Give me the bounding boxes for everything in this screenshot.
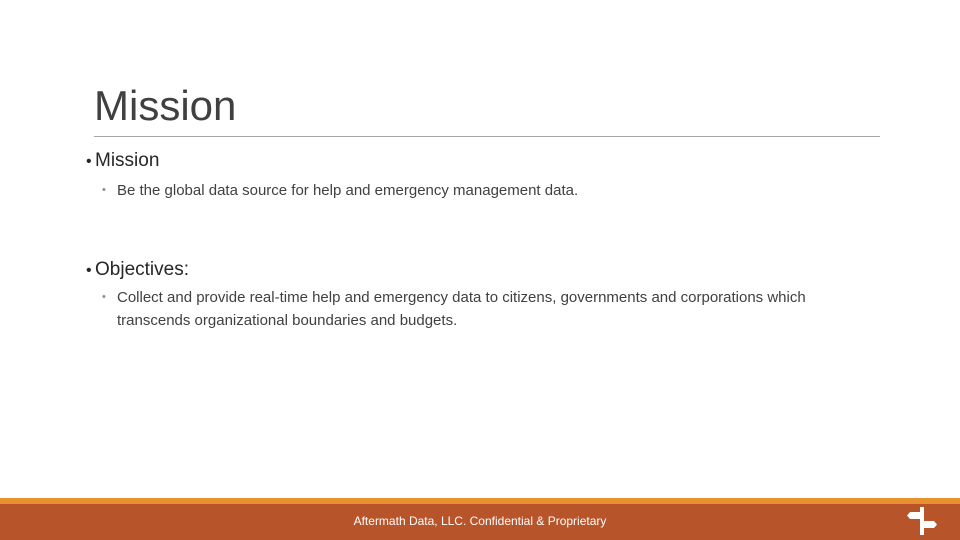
bullet-mission [86,149,159,174]
bullet-objectives-detail-text: Collect and provide real-time help and emergency data to citizens, governments and corporations which transcends organizational boundaries and budgets. [117,289,806,329]
bullet-mission-detail [102,179,837,202]
bullet-objectives-detail [102,286,837,332]
slide-title: Mission [94,82,237,129]
bullet-objectives-label: Objectives: [95,259,189,280]
sub-bullet-dot: • [102,291,106,303]
title-divider [94,136,880,137]
bullet-mission-label: Mission [95,150,160,171]
footer-text: Aftermath Data, LLC. Confidential & Proprietary [353,514,607,528]
bullet-mission-detail-text: Be the global data source for help and emergency management data. [117,182,579,199]
bullet-objectives [86,258,189,283]
bullet-dot: • [86,262,92,279]
sub-bullet-dot: • [102,184,106,196]
bullet-dot: • [86,153,92,170]
signpost-icon [906,506,940,536]
